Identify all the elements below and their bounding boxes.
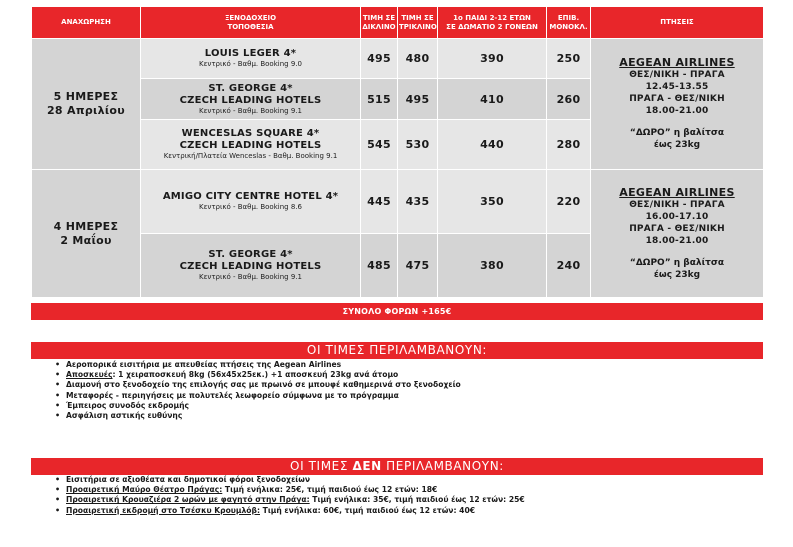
hotel-brand: CZECH LEADING HOTELS bbox=[179, 261, 322, 272]
return-route: ΠΡΑΓΑ - ΘΕΣ/ΝΙΚΗ bbox=[629, 223, 725, 234]
departure-date: 28 Απριλίου bbox=[46, 104, 126, 117]
hotel-name: AMIGO CITY CENTRE HOTEL 4* bbox=[162, 191, 339, 202]
list-item: • Αποσκευές: 1 χειραποσκευή 8kg (56x45x25εκ.) +1 αποσκευή 23kg ανά άτομο bbox=[66, 370, 461, 380]
list-item: • Έμπειρος συνοδός εκδρομής bbox=[66, 401, 461, 411]
hotel-details: Κεντρικό - Βαθμ. Booking 9.1 bbox=[199, 106, 302, 115]
gift-note: “ΔΩΡΟ” η βαλίτσα bbox=[629, 128, 725, 138]
duration: 5 ΗΜΕΡΕΣ bbox=[53, 90, 119, 103]
price-child: 440 bbox=[438, 120, 547, 170]
total-taxes-bar: ΣΥΝΟΛΟ ΦΟΡΩΝ +165€ bbox=[31, 303, 763, 320]
hotel-details: Κεντρική/Πλατεία Wenceslas - Βαθμ. Booking 9.1 bbox=[163, 152, 338, 160]
header-hotel: ΞΕΝΟΔΟΧΕΙΟ ΤΟΠΟΘΕΣΙΑ bbox=[141, 7, 361, 39]
price-child: 410 bbox=[438, 79, 547, 120]
list-item: • Αεροπορικά εισιτήρια με απευθείας πτήσεις της Aegean Airlines bbox=[66, 360, 461, 370]
airline-name: AEGEAN AIRLINES bbox=[619, 185, 735, 199]
price-triple: 435 bbox=[398, 170, 438, 234]
hotel-name: WENCESLAS SQUARE 4* bbox=[181, 128, 320, 139]
price-single: 280 bbox=[547, 120, 591, 170]
hotel-details: Κεντρικό - Βαθμ. Booking 8.6 bbox=[199, 203, 302, 211]
list-item: • Προαιρετική εκδρομή στο Τσέσκυ Κρουμλόβ: Τιμή ενήλικα: 60€, τιμή παιδιού έως 12 ετών: 40€ bbox=[66, 506, 525, 516]
gift-note: “ΔΩΡΟ” η βαλίτσα bbox=[629, 257, 725, 268]
list-item: • Μεταφορές - περιηγήσεις με πολυτελές λεωφορείο σύμφωνα με το πρόγραμμα bbox=[66, 391, 461, 401]
header-triple: ΤΙΜΗ ΣΕ ΤΡΙΚΛΙΝΟ bbox=[398, 7, 438, 39]
header-departure: ΑΝΑΧΩΡΗΣΗ bbox=[32, 7, 141, 39]
table-row bbox=[32, 170, 764, 234]
price-double: 495 bbox=[361, 39, 398, 79]
return-time: 18.00-21.00 bbox=[645, 106, 709, 116]
price-single: 240 bbox=[547, 234, 591, 298]
header-child: 1ο ΠΑΙΔΙ 2-12 ΕΤΩΝ ΣΕ ΔΩΜΑΤΙΟ 2 ΓΟΝΕΩΝ bbox=[438, 7, 547, 39]
header-single: ΕΠΙΒ. ΜΟΝΟΚΛ. bbox=[547, 7, 591, 39]
table-header-row bbox=[32, 7, 764, 39]
price-single: 220 bbox=[547, 170, 591, 234]
price-triple: 475 bbox=[398, 234, 438, 298]
price-double: 445 bbox=[361, 170, 398, 234]
list-item: • Ασφάλιση αστικής ευθύνης bbox=[66, 411, 461, 421]
departure-date: 2 Μαΐου bbox=[60, 233, 112, 247]
duration: 4 ΗΜΕΡΕΣ bbox=[53, 219, 119, 233]
return-route: ΠΡΑΓΑ - ΘΕΣ/ΝΙΚΗ bbox=[629, 94, 725, 104]
hotel-name: LOUIS LEGER 4* bbox=[204, 48, 297, 59]
hotel-cell bbox=[141, 39, 361, 79]
header-double: ΤΙΜΗ ΣΕ ΔΙΚΛΙΝΟ bbox=[361, 7, 398, 39]
hotel-details: Κεντρικό - Βαθμ. Booking 9.1 bbox=[199, 273, 302, 281]
price-child: 390 bbox=[438, 39, 547, 79]
hotel-brand: CZECH LEADING HOTELS bbox=[179, 140, 322, 151]
hotel-cell bbox=[141, 170, 361, 234]
price-triple: 480 bbox=[398, 39, 438, 79]
price-child: 380 bbox=[438, 234, 547, 298]
price-table bbox=[31, 6, 764, 298]
table-row bbox=[32, 39, 764, 79]
header-flights: ΠΤΗΣΕΙΣ bbox=[591, 7, 764, 39]
price-single: 260 bbox=[547, 79, 591, 120]
departure-cell bbox=[32, 170, 141, 298]
price-triple: 495 bbox=[398, 79, 438, 120]
price-triple: 530 bbox=[398, 120, 438, 170]
hotel-cell bbox=[141, 79, 361, 120]
price-double: 515 bbox=[361, 79, 398, 120]
outbound-route: ΘΕΣ/ΝΙΚΗ - ΠΡΑΓΑ bbox=[629, 199, 725, 210]
hotel-cell bbox=[141, 120, 361, 170]
list-item: • Προαιρετική Κρουαζιέρα 2 ωρών με φαγητό στην Πράγα: Τιμή ενήλικα: 35€, τιμή παιδιού έως 12 ετών: 25€ bbox=[66, 495, 525, 505]
hotel-name: ST. GEORGE 4* bbox=[208, 82, 293, 94]
departure-cell bbox=[32, 39, 141, 170]
gift-note-limit: έως 23kg bbox=[653, 269, 701, 280]
list-item: • Προαιρετική Μαύρο Θέατρο Πράγας: Τιμή ενήλικα: 25€, τιμή παιδιού έως 12 ετών: 18€ bbox=[66, 485, 525, 495]
price-double: 485 bbox=[361, 234, 398, 298]
excludes-heading: ΟΙ ΤΙΜΕΣ ΔΕΝ ΠΕΡΙΛΑΜΒΑΝΟΥΝ: bbox=[31, 458, 763, 475]
flights-cell bbox=[591, 39, 764, 170]
includes-heading: ΟΙ ΤΙΜΕΣ ΠΕΡΙΛΑΜΒΑΝΟΥΝ: bbox=[31, 342, 763, 359]
outbound-route: ΘΕΣ/ΝΙΚΗ - ΠΡΑΓΑ bbox=[629, 70, 725, 80]
includes-list bbox=[66, 360, 461, 421]
price-single: 250 bbox=[547, 39, 591, 79]
outbound-time: 12.45-13.55 bbox=[645, 82, 709, 92]
hotel-brand: CZECH LEADING HOTELS bbox=[179, 94, 322, 106]
price-double: 545 bbox=[361, 120, 398, 170]
return-time: 18.00-21.00 bbox=[645, 235, 709, 246]
price-child: 350 bbox=[438, 170, 547, 234]
hotel-name: ST. GEORGE 4* bbox=[208, 249, 293, 260]
hotel-cell bbox=[141, 234, 361, 298]
hotel-details: Κεντρικό - Βαθμ. Booking 9.0 bbox=[199, 60, 302, 68]
outbound-time: 16.00-17.10 bbox=[645, 211, 709, 222]
flights-cell bbox=[591, 170, 764, 298]
list-item: • Διαμονή στο ξενοδοχείο της επιλογής σας με πρωινό σε μπουφέ καθημερινά στο ξενοδοχείο bbox=[66, 380, 461, 390]
excludes-list bbox=[66, 475, 525, 516]
airline-name: AEGEAN AIRLINES bbox=[619, 56, 735, 69]
gift-note-limit: έως 23kg bbox=[653, 140, 701, 150]
list-item: • Εισιτήρια σε αξιοθέατα και δημοτικοί φόροι ξενοδοχείων bbox=[66, 475, 525, 485]
